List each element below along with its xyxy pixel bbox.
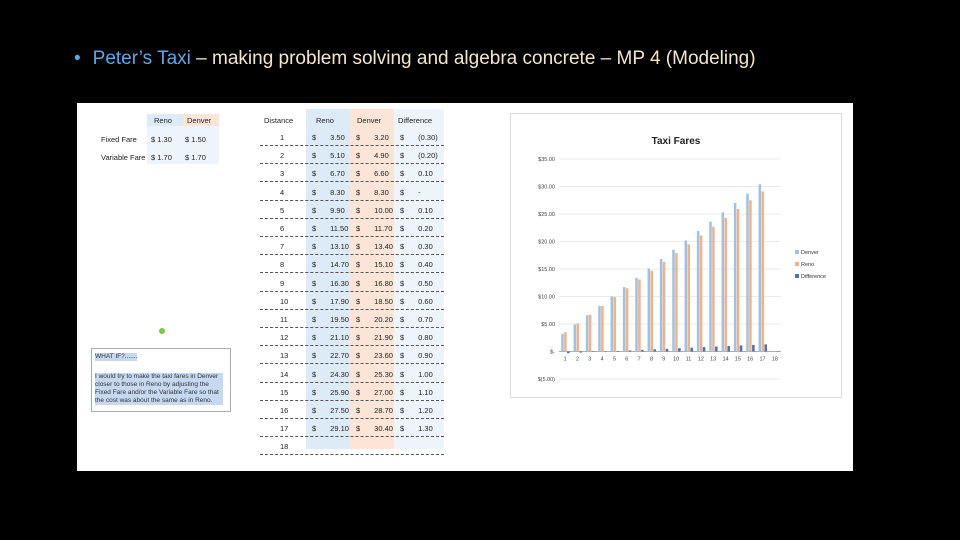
x-tick-label: 18 [771, 356, 778, 363]
bar-denver [722, 212, 725, 351]
x-tick-label: 15 [734, 356, 741, 363]
denver-cell: $ 13.40 [356, 242, 393, 252]
y-tick-label: $30.00 [538, 184, 555, 191]
difference-cell: $ 0.80 [400, 333, 433, 343]
x-tick-label: 8 [649, 356, 654, 363]
reno-cell: $ 25.90 [312, 387, 349, 397]
y-tick-label: $10.00 [538, 294, 555, 301]
bar-denver [685, 240, 688, 351]
x-tick-label: 16 [747, 356, 754, 363]
reno-cell: $ 22.70 [312, 351, 349, 361]
bar-difference [592, 351, 595, 352]
legend-label: Reno [801, 262, 815, 268]
bar-reno [663, 262, 666, 352]
bar-denver [746, 194, 749, 352]
difference-cell: $ 1.00 [400, 369, 433, 379]
x-tick-label: 10 [673, 356, 680, 363]
distance-cell: 2 [280, 151, 285, 161]
y-tick-label: $(5.00) [537, 377, 555, 383]
title-rest: – making problem solving and algebra concrete – MP 4 (Modeling) [190, 48, 756, 69]
bar-denver [734, 203, 737, 352]
bar-difference [616, 351, 619, 352]
distance-cell: 15 [280, 387, 289, 397]
denver-cell: $ 3.20 [356, 133, 389, 142]
x-tick-label: 9 [662, 356, 666, 363]
row-divider [260, 418, 444, 419]
denver-cell: $ 16.80 [356, 278, 393, 288]
bar-denver [697, 231, 700, 351]
y-tick-label: $5.00 [541, 322, 555, 328]
difference-cell: $ 0.20 [400, 224, 433, 233]
row-divider [260, 200, 444, 201]
bar-reno [761, 191, 764, 351]
reno-cell: $ 19.50 [312, 315, 349, 324]
denver-cell: $ 25.30 [356, 369, 393, 379]
x-tick-label: 6 [625, 356, 629, 363]
bar-denver [635, 278, 638, 352]
bar-denver [660, 259, 663, 351]
difference-cell: $ 1.20 [400, 406, 433, 415]
bar-reno [700, 235, 703, 351]
legend-label: Denver [801, 250, 819, 256]
x-tick-label: 17 [759, 356, 766, 363]
bar-denver [561, 334, 564, 352]
x-tick-label: 12 [697, 356, 704, 363]
denver-cell: $ 28.70 [356, 406, 393, 415]
reno-cell: $ 13.10 [312, 242, 349, 252]
reno-cell: $ 27.50 [312, 406, 349, 415]
difference-cell: $ 0.90 [400, 351, 433, 361]
bar-denver [611, 297, 614, 352]
x-tick-label: 5 [612, 356, 617, 363]
fixed-fare-reno: $ 1.30 [151, 135, 172, 144]
bar-reno [712, 227, 715, 352]
bar-reno [576, 323, 579, 351]
x-tick-label: 11 [685, 356, 692, 363]
bar-denver [648, 268, 651, 351]
header-denver: Denver [357, 116, 382, 125]
row-divider [260, 327, 444, 328]
bar-reno [638, 279, 641, 351]
distance-cell: 11 [280, 315, 288, 324]
distance-cell: 8 [280, 260, 285, 270]
denver-cell: $ 4.90 [356, 151, 389, 161]
distance-cell: 7 [280, 242, 285, 252]
bar-reno [613, 297, 616, 351]
bar-reno [650, 271, 653, 352]
rotate-handle[interactable] [159, 328, 165, 334]
distance-cell: 3 [280, 169, 285, 179]
y-tick-label: $15.00 [538, 267, 555, 273]
denver-cell: $ 6.60 [356, 169, 389, 179]
bar-difference [764, 344, 767, 351]
bar-reno [687, 244, 690, 351]
x-tick-label: 1 [563, 356, 567, 363]
bar-difference [678, 348, 681, 351]
distance-cell: 10 [280, 296, 289, 306]
denver-cell: $ 18.50 [356, 296, 393, 306]
row-divider [260, 181, 444, 182]
bar-reno [601, 306, 604, 352]
reno-cell: $ 9.90 [312, 205, 345, 215]
row-divider [260, 218, 444, 219]
bar-difference [703, 347, 706, 351]
bar-denver [574, 325, 577, 352]
denver-cell: $ 21.90 [356, 333, 393, 343]
variable-fare-reno: $ 1.70 [151, 153, 172, 162]
difference-cell: $ (0.30) [400, 133, 438, 142]
bar-reno [749, 200, 752, 351]
x-tick-label: 7 [637, 356, 641, 363]
distance-cell: 9 [280, 278, 285, 288]
legend-swatch [795, 262, 799, 266]
distance-cell: 1 [280, 133, 285, 142]
row-divider [260, 291, 444, 292]
denver-cell: $ 10.00 [356, 205, 393, 215]
difference-cell: $ - [400, 187, 421, 197]
bar-difference [666, 349, 669, 352]
denver-cell: $ 8.30 [356, 187, 389, 197]
chart-title: Taxi Fares [651, 136, 701, 147]
what-if-body: I would try to make the taxi fares in Denver closer to those in Reno by adjusting the Fixed Fare and/or the Variable Fare so that the cost was about the same as in Reno. [95, 373, 223, 405]
y-tick-label: $- [550, 349, 555, 356]
header-distance: Distance [264, 116, 294, 125]
bar-reno [724, 218, 727, 352]
distance-cell: 5 [280, 205, 285, 215]
x-tick-label: 2 [575, 356, 580, 363]
denver-cell: $ 11.70 [356, 224, 393, 233]
fixed-fare-denver: $ 1.50 [185, 135, 206, 144]
difference-cell: $ 0.40 [400, 260, 433, 270]
bar-difference [567, 352, 570, 354]
denver-cell: $ 15.10 [356, 260, 393, 270]
row-divider [260, 254, 444, 255]
difference-cell: $ 0.30 [400, 242, 433, 252]
bar-denver [623, 287, 626, 351]
bar-denver [598, 306, 601, 352]
denver-cell: $ 20.20 [356, 315, 393, 324]
difference-cell: $ 0.50 [400, 278, 433, 288]
denver-cell: $ 30.40 [356, 424, 393, 434]
row-divider [260, 309, 444, 310]
bar-difference [752, 345, 755, 352]
bar-difference [727, 346, 730, 352]
bar-reno [564, 332, 567, 351]
distance-cell: 16 [280, 406, 289, 415]
bar-difference [740, 345, 743, 351]
fare-input-table [77, 103, 227, 173]
bar-denver [586, 315, 589, 351]
row-divider [260, 272, 444, 273]
denver-cell: $ 23.60 [356, 351, 393, 361]
bar-denver [759, 184, 762, 351]
difference-cell: $ 1.10 [400, 387, 433, 397]
header-reno: Reno [316, 116, 334, 125]
distance-cell: 12 [280, 333, 289, 343]
bar-denver [709, 222, 712, 352]
reno-cell: $ 14.70 [312, 260, 349, 270]
reno-cell: $ 24.30 [312, 369, 349, 379]
bar-difference [653, 349, 656, 351]
legend-swatch [795, 274, 799, 278]
reno-cell: $ 3.50 [312, 133, 345, 142]
x-tick-label: 3 [588, 356, 592, 363]
reno-cell: $ 17.90 [312, 296, 349, 306]
difference-cell: $ 0.10 [400, 169, 433, 179]
what-if-textbox[interactable] [91, 348, 231, 412]
bar-reno [675, 253, 678, 351]
taxi-fares-chart [510, 113, 842, 398]
variable-fare-label: Variable Fare [101, 153, 146, 162]
bar-difference [629, 350, 632, 351]
row-divider [260, 454, 444, 455]
denver-cell: $ 27.00 [356, 387, 393, 397]
distance-cell: 17 [280, 424, 289, 434]
what-if-heading: WHAT IF?....... [95, 353, 138, 360]
x-tick-label: 13 [710, 356, 717, 363]
row-divider [260, 436, 444, 437]
reno-cell: $ 29.10 [312, 424, 349, 434]
row-divider [260, 163, 444, 164]
y-tick-label: $35.00 [538, 157, 555, 163]
reno-cell: $ 21.10 [312, 333, 349, 343]
bar-reno [626, 288, 629, 351]
variable-fare-denver: $ 1.70 [185, 153, 206, 162]
title-highlight: Peter’s Taxi [92, 48, 191, 69]
difference-cell: $ 0.60 [400, 296, 433, 306]
fixed-fare-label: Fixed Fare [101, 135, 137, 144]
row-divider [260, 145, 444, 146]
reno-cell: $ 6.70 [312, 169, 345, 179]
distance-cell: 14 [280, 369, 289, 379]
bar-difference [641, 350, 644, 352]
bar-reno [589, 315, 592, 352]
row-divider [260, 345, 444, 346]
difference-cell: $ 0.10 [400, 205, 433, 215]
y-tick-label: $20.00 [538, 239, 555, 246]
bar-difference [715, 347, 718, 352]
x-tick-label: 4 [600, 356, 604, 363]
header-difference: Difference [398, 116, 433, 125]
difference-cell: $ 0.70 [400, 315, 433, 324]
bar-denver [672, 250, 675, 352]
legend-label: Difference [801, 274, 826, 280]
distance-cell: 18 [280, 442, 289, 452]
reno-cell: $ 11.50 [312, 224, 349, 233]
bar-reno [737, 209, 740, 351]
row-divider [260, 400, 444, 401]
legend-swatch [795, 250, 799, 254]
reno-cell: $ 5.10 [312, 151, 345, 161]
reno-cell: $ 16.30 [312, 278, 349, 288]
x-tick-label: 14 [722, 356, 729, 363]
bullet: • [74, 48, 81, 69]
reno-cell: $ 8.30 [312, 187, 345, 197]
row-divider [260, 382, 444, 383]
difference-cell: $ 1.30 [400, 424, 433, 434]
slide-title [74, 48, 756, 70]
y-tick-label: $25.00 [538, 212, 555, 218]
col-denver: Denver [187, 116, 212, 125]
distance-cell: 13 [280, 351, 289, 361]
distance-cell: 6 [280, 224, 285, 233]
row-divider [260, 363, 444, 364]
difference-cell: $ (0.20) [400, 151, 438, 161]
bar-difference [579, 352, 582, 353]
distance-cell: 4 [280, 187, 285, 197]
bar-difference [690, 348, 693, 352]
row-divider [260, 236, 444, 237]
col-reno: Reno [154, 116, 172, 125]
chart-svg [511, 114, 841, 397]
fare-comparison-table [260, 109, 450, 452]
